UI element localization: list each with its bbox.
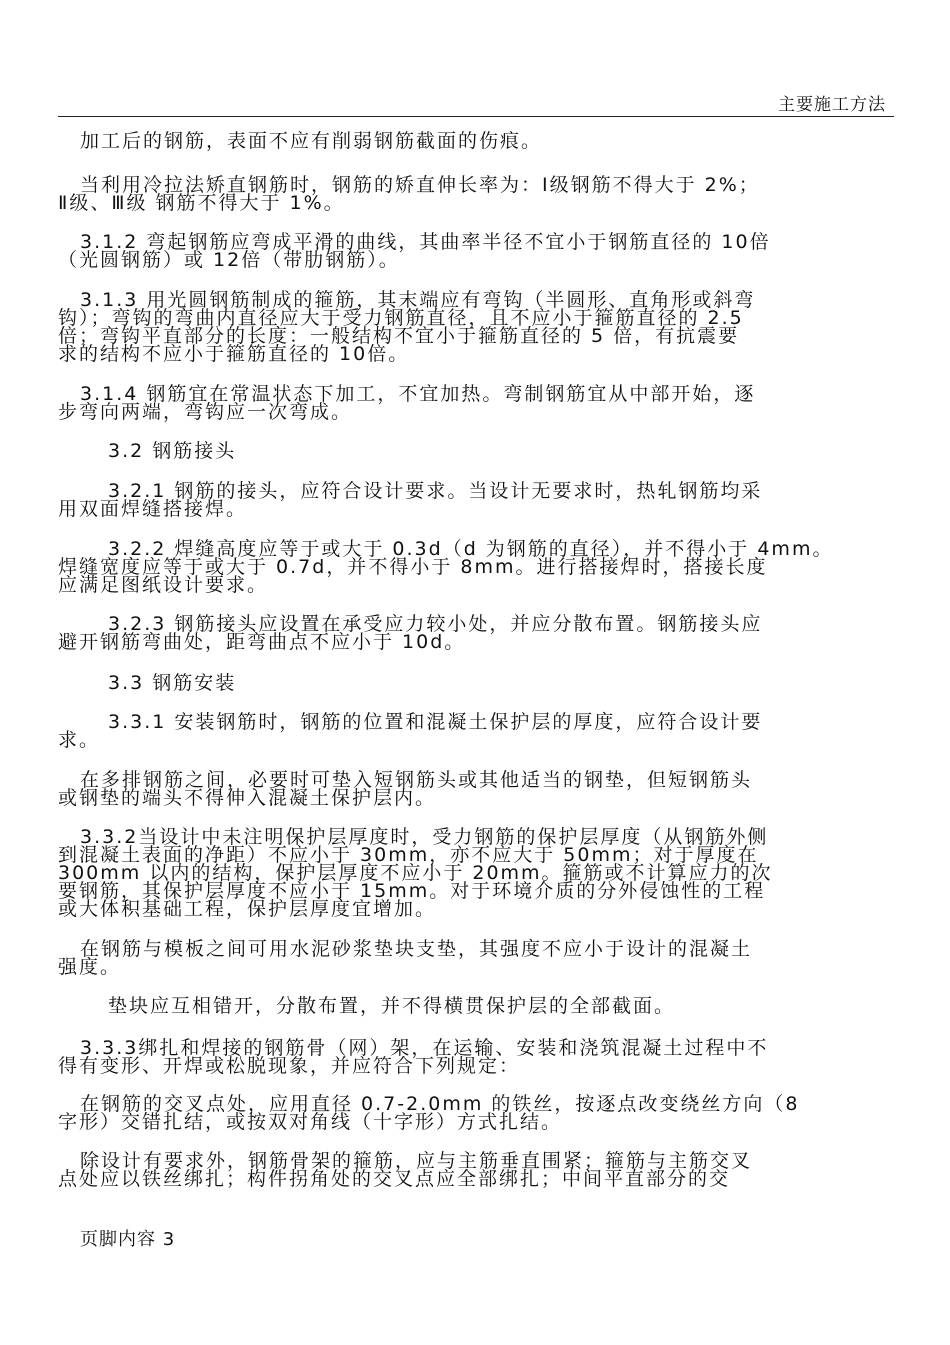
text-line: 3.2.3 钢筋接头应设置在承受应力较小处，并应分散布置。钢筋接头应 [108, 613, 763, 635]
text-line: 加工后的钢筋，表面不应有削弱钢筋截面的伤痕。 [80, 130, 543, 152]
text-line: 字形）交错扎结，或按双对角线（十字形）方式扎结。 [58, 1111, 563, 1133]
text-line: 3.1.3 用光圆钢筋制成的箍筋，其末端应有弯钩（半圆形、直角形或斜弯 [80, 289, 756, 311]
section-heading: 3.3 钢筋安装 [108, 672, 237, 694]
text-line: Ⅱ级、Ⅲ级 钢筋不得大于 1%。 [58, 192, 345, 214]
section-heading: 3.2 钢筋接头 [108, 440, 237, 462]
text-line: 要钢筋，其保护层厚度不应小于 15mm。对于环境介质的分外侵蚀性的工程 [58, 880, 766, 902]
text-line: 用双面焊缝搭接焊。 [58, 498, 248, 520]
text-line: 得有变形、开焊或松脱现象，并应符合下列规定： [58, 1055, 521, 1077]
text-line: 3.1.4 钢筋宜在常温状态下加工，不宜加热。弯制钢筋宜从中部开始，逐 [80, 383, 756, 405]
text-line: 步弯向两端，弯钩应一次弯成。 [58, 401, 353, 423]
text-line: 求。 [58, 729, 101, 751]
text-line: 点处应以铁丝绑扎；构件拐角处的交叉点应全部绑扎；中间平直部分的交 [58, 1168, 731, 1190]
text-line: 当利用冷拉法矫直钢筋时，钢筋的矫直伸长率为：Ⅰ级钢筋不得大于 2%； [80, 174, 760, 196]
page-footer: 页脚内容 3 [80, 1229, 176, 1250]
text-line: 3.2.2 焊缝高度应等于或大于 0.3d（d 为钢筋的直径），并不得小于 4mm。 [108, 538, 834, 560]
text-line: 倍；弯钩平直部分的长度：一般结构不宜小于箍筋直径的 5 倍，有抗震要 [58, 325, 740, 347]
text-line: 垫块应互相错开，分散布置，并不得横贯保护层的全部截面。 [108, 995, 676, 1017]
text-line: 强度。 [58, 956, 122, 978]
text-line: 避开钢筋弯曲处，距弯曲点不应小于 10d。 [58, 631, 466, 653]
text-line: （光圆钢筋）或 12倍（带肋钢筋）。 [58, 249, 400, 271]
text-line: 在多排钢筋之间，必要时可垫入短钢筋头或其他适当的钢垫，但短钢筋头 [80, 769, 753, 791]
text-line: 焊缝宽度应等于或大于 0.7d，并不得小于 8mm。进行搭接焊时，搭接长度 [58, 556, 768, 578]
text-line: 3.3.2当设计中未注明保护层厚度时，受力钢筋的保护层厚度（从钢筋外侧 [80, 826, 769, 848]
text-line: 或钢垫的端头不得伸入混凝土保护层内。 [58, 787, 437, 809]
text-line: 3.2.1 钢筋的接头，应符合设计要求。当设计无要求时，热轧钢筋均采 [108, 480, 763, 502]
text-line: 钩）；弯钩的弯曲内直径应大于受力钢筋直径，且不应小于箍筋直径的 2.5 [58, 307, 744, 329]
text-line: 或大体积基础工程，保护层厚度宜增加。 [58, 898, 437, 920]
text-line: 在钢筋的交叉点处，应用直径 0.7-2.0mm 的铁丝，按逐点改变绕丝方向（8 [80, 1093, 800, 1115]
header-title: 主要施工方法 [778, 95, 886, 115]
text-line: 3.1.2 弯起钢筋应弯成平滑的曲线，其曲率半径不宜小于钢筋直径的 10倍 [80, 231, 771, 253]
text-line: 除设计有要求外，钢筋骨架的箍筋，应与主筋垂直围紧；箍筋与主筋交叉 [80, 1150, 753, 1172]
page-header [58, 88, 894, 117]
text-line: 在钢筋与模板之间可用水泥砂浆垫块支垫，其强度不应小于设计的混凝土 [80, 938, 753, 960]
text-line: 求的结构不应小于箍筋直径的 10倍。 [58, 343, 410, 365]
text-line: 到混凝土表面的净距）不应小于 30mm，亦不应大于 50mm；对于厚度在 [58, 844, 759, 866]
text-line: 300mm 以内的结构，保护层厚度不应小于 20mm。箍筋或不计算应力的次 [58, 862, 773, 884]
text-line: 3.3.3绑扎和焊接的钢筋骨（网）架，在运输、安装和浇筑混凝土过程中不 [80, 1037, 769, 1059]
text-line: 3.3.1 安装钢筋时，钢筋的位置和混凝土保护层的厚度，应符合设计要 [108, 711, 763, 733]
text-line: 应满足图纸设计要求。 [58, 574, 269, 596]
